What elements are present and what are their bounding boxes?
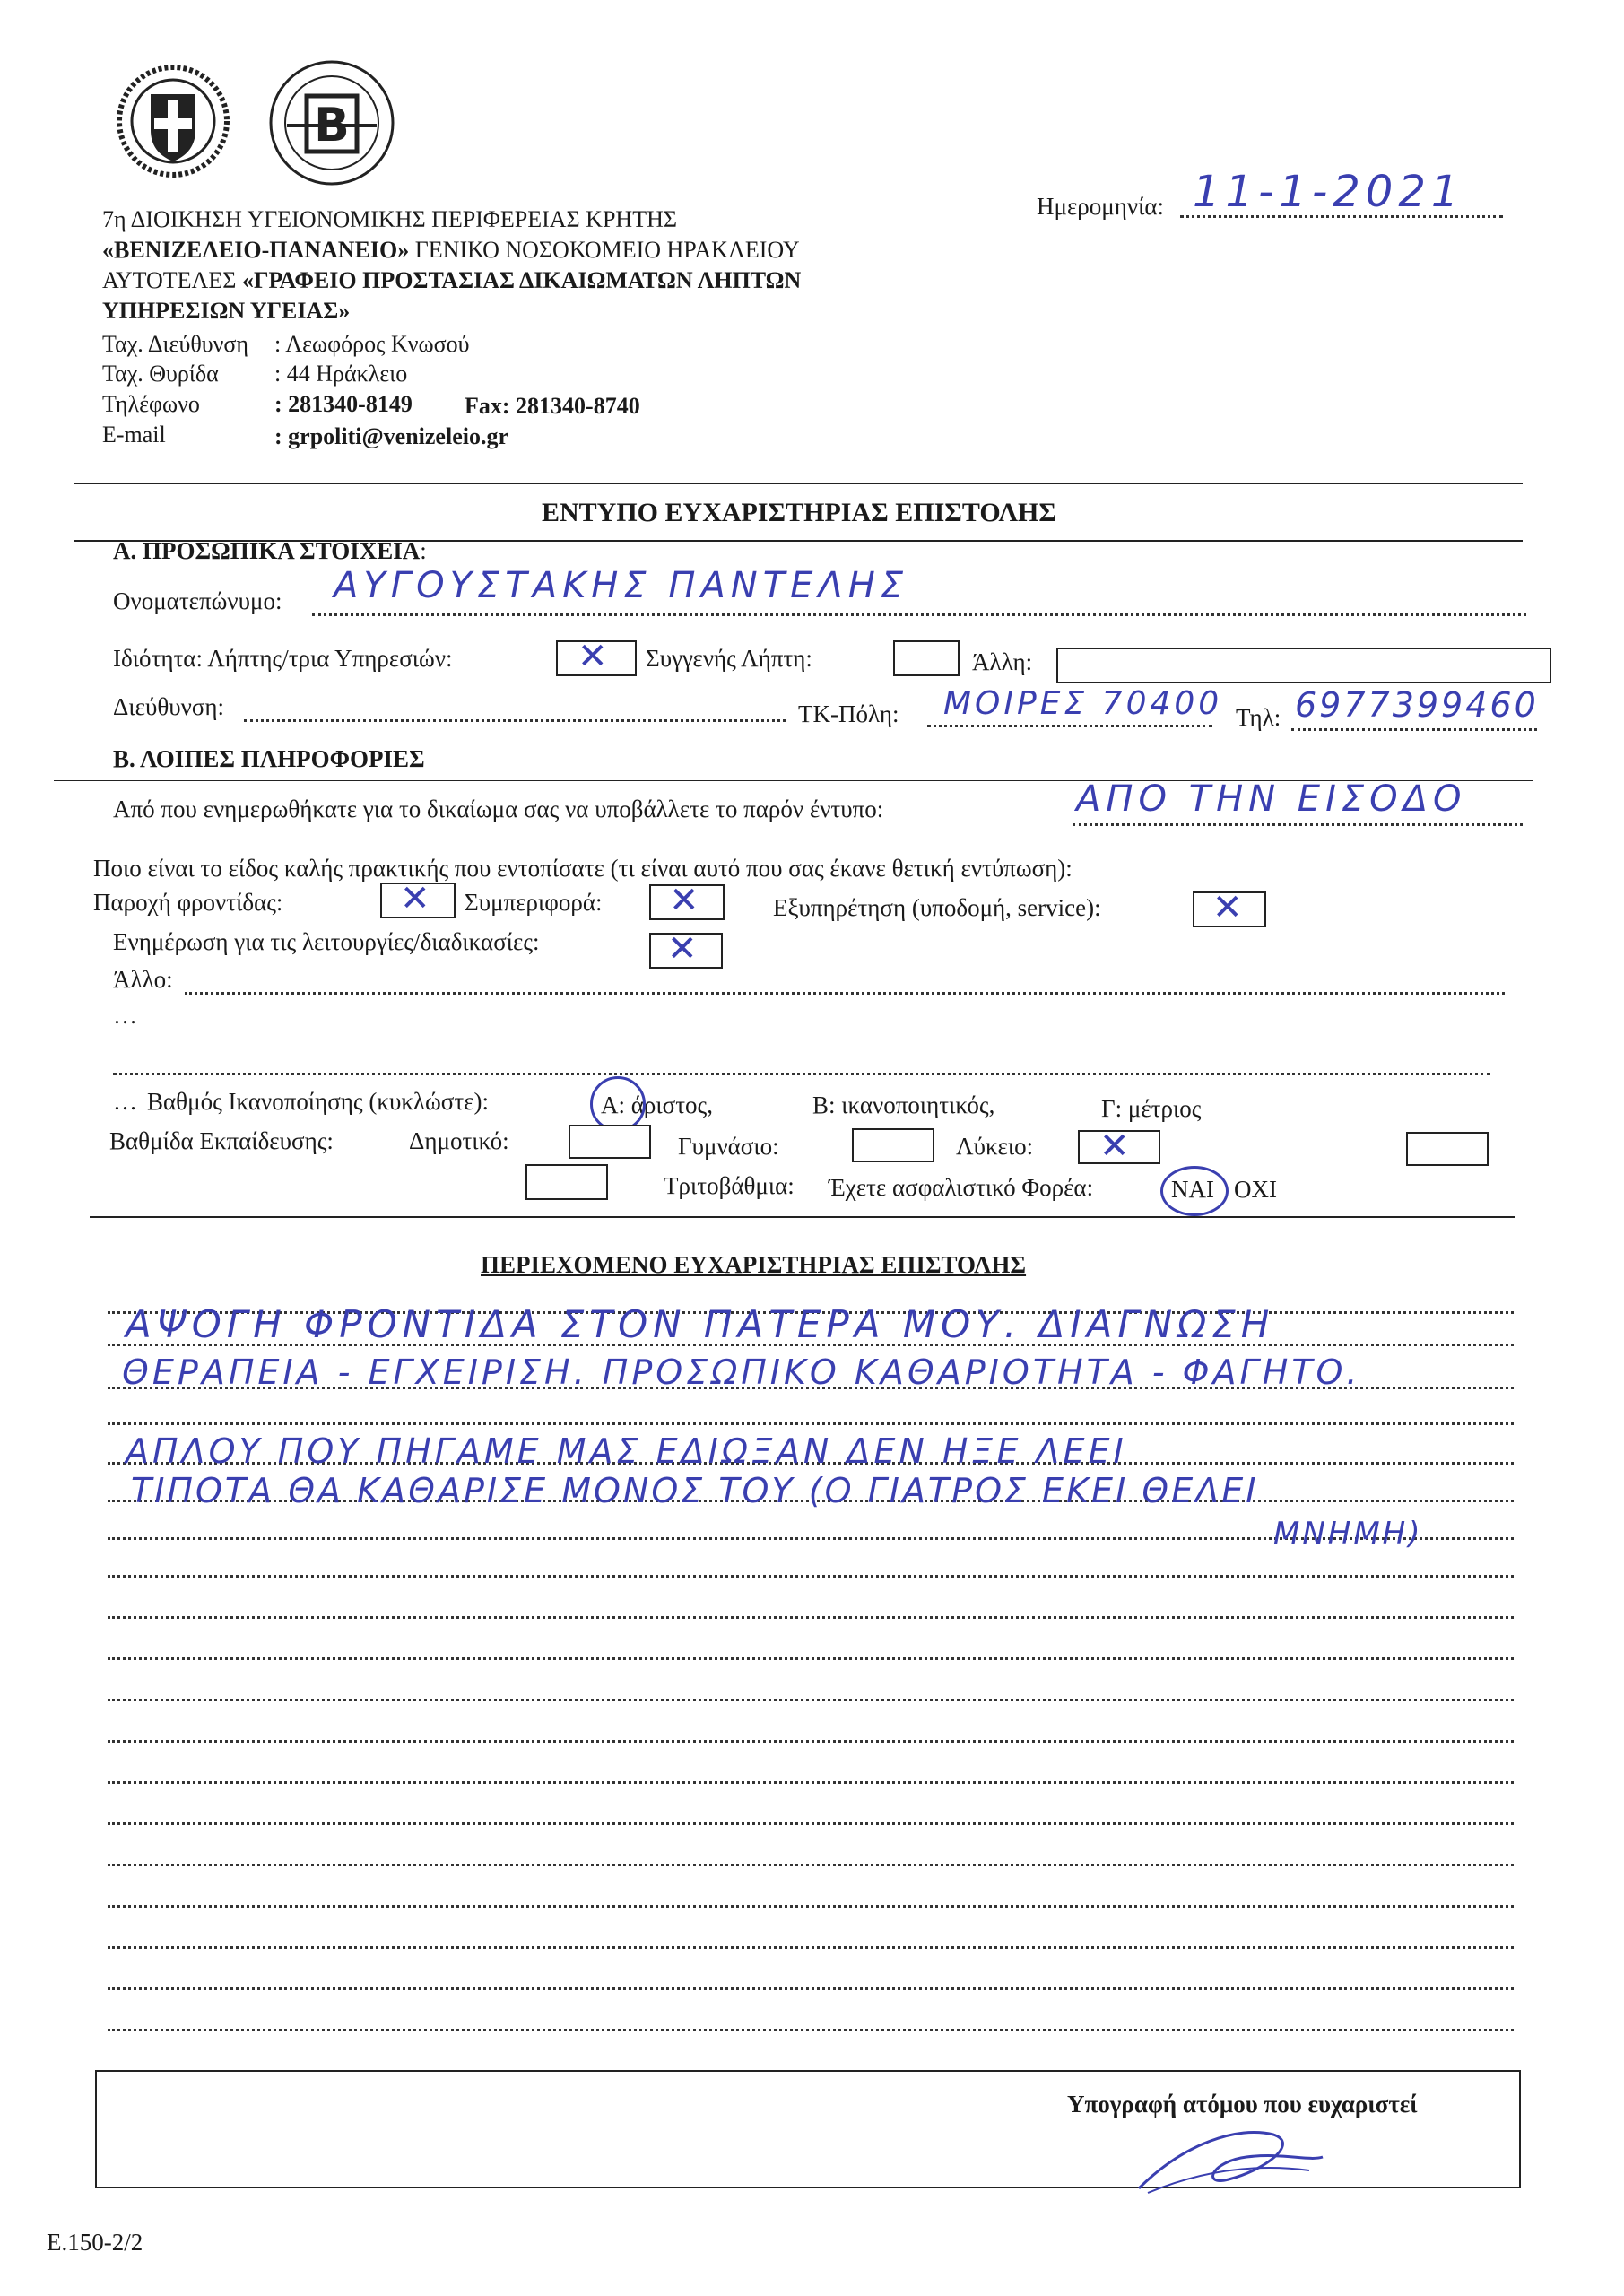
capacity-label: Ιδιότητα: Λήπτης/τρια Υπηρεσιών: <box>113 645 453 672</box>
content-dotted-line <box>108 1864 1514 1866</box>
practice-question: Ποιο είναι το είδος καλής πρακτικής που εντοπίσατε (τι είναι αυτό που σας έκανε θετική εντύπωση): <box>93 855 1073 882</box>
content-dotted-line <box>108 2029 1514 2031</box>
other-label: Άλλη: <box>972 648 1033 675</box>
sat-a-circle-mark <box>590 1076 646 1132</box>
informed-dots <box>1073 823 1523 826</box>
content-dotted-line <box>108 1781 1514 1784</box>
org-line-2 <box>102 235 800 265</box>
content-dotted-line <box>108 1946 1514 1949</box>
phone-value: : 281340-8149 <box>274 391 413 417</box>
hospital-type: ΓΕΝΙΚΟ ΝΟΣΟΚΟΜΕΙΟ ΗΡΑΚΛΕΙΟΥ <box>409 237 800 263</box>
tertiary-label: Τριτοβάθμια: <box>664 1172 795 1199</box>
content-divider <box>90 1216 1515 1218</box>
office-name: «ΓΡΑΦΕΙΟ ΠΡΟΣΤΑΣΙΑΣ ΔΙΚΑΙΩΜΑΤΩΝ ΛΗΠΤΩΝ <box>241 267 802 293</box>
postcode-label: ΤΚ-Πόλη: <box>798 700 899 727</box>
behavior-label: Συμπεριφορά: <box>465 889 603 916</box>
phone-label: Τηλέφωνο <box>102 391 200 417</box>
postcode-value[interactable]: ΜΟΙΡΕΣ 70400 <box>943 685 1223 722</box>
care-label: Παροχή φροντίδας: <box>93 889 283 916</box>
insurance-label: Έχετε ασφαλιστικό Φορέα: <box>829 1174 1094 1201</box>
email-value: : grpoliti@venizeleio.gr <box>274 423 509 449</box>
recipient-check-mark: ✕ <box>578 636 608 677</box>
info-label: Ενημέρωση για τις λειτουργίες/διαδικασίες: <box>113 928 540 955</box>
content-line-2[interactable]: ΘΕΡΑΠΕΙΑ - ΕΓΧΕΙΡΙΣΗ. ΠΡΟΣΩΠΙΚΟ ΚΑΘΑΡΙΟΤΗΤΑ - ΦΑΓΗΤΟ. <box>122 1352 1361 1392</box>
content-dotted-line <box>108 1657 1514 1660</box>
address-field-label: Διεύθυνση: <box>113 693 225 720</box>
service-check-mark: ✕ <box>1212 887 1243 928</box>
primary-label: Δημοτικό: <box>409 1127 509 1154</box>
gymnasium-label: Γυμνάσιο: <box>678 1133 779 1160</box>
date-label: Ημερομηνία: <box>1037 193 1165 220</box>
info-check-mark: ✕ <box>667 928 698 970</box>
informed-value[interactable]: ΑΠΟ ΤΗΝ ΕΙΣΟΔΟ <box>1076 778 1467 820</box>
gymnasium-checkbox[interactable] <box>852 1128 934 1162</box>
signature-mark <box>1130 2108 1327 2206</box>
address-value: : Λεωφόρος Κνωσού <box>274 331 470 357</box>
education-label: Βαθμίδα Εκπαίδευσης: <box>109 1127 334 1154</box>
content-line-5[interactable]: ΤΙΠΟΤΑ ΘΑ ΚΑΘΑΡΙΣΕ ΜΟΝΟΣ ΤΟΥ (Ο ΓΙΑΤΡΟΣ ΕΚΕΙ ΘΕΛΕΙ <box>131 1471 1259 1510</box>
other-info-dots-1 <box>185 992 1505 995</box>
relative-checkbox[interactable] <box>893 640 960 676</box>
sat-option-b[interactable]: Β: ικανοποιητικός, <box>812 1091 995 1118</box>
content-dotted-line <box>108 1616 1514 1619</box>
name-dots <box>312 613 1526 616</box>
behavior-check-mark: ✕ <box>669 880 699 921</box>
tertiary-checkbox[interactable] <box>525 1164 608 1200</box>
name-value[interactable]: ΑΥΓΟΥΣΤΑΚΗΣ ΠΑΝΤΕΛΗΣ <box>334 565 909 606</box>
section-a-colon: : <box>420 537 427 564</box>
name-label: Ονοματεπώνυμο: <box>113 587 282 614</box>
phone-field-label: Τηλ: <box>1236 704 1281 731</box>
other-info-dots-2 <box>113 1073 1490 1075</box>
other-info-label: Άλλο: <box>113 966 173 993</box>
content-dotted-line <box>108 1740 1514 1743</box>
office-prefix: ΑΥΤΟΤΕΛΕΣ <box>102 267 242 293</box>
sat-option-c[interactable]: Γ: μέτριος <box>1101 1095 1202 1122</box>
lyceum-check-mark: ✕ <box>1099 1126 1130 1167</box>
ellipsis-1: … <box>113 1002 137 1029</box>
section-b-title: Β. ΛΟΙΠΕΣ ΠΛΗΡΟΦΟΡΙΕΣ <box>113 745 425 772</box>
informed-label: Από που ενημερωθήκατε για το δικαίωμα σας να υποβάλλετε το παρόν έντυπο: <box>113 796 884 822</box>
insurance-no[interactable]: ΟΧΙ <box>1234 1176 1277 1203</box>
section-a-title <box>113 536 427 565</box>
content-line-1[interactable]: ΑΨΟΓΗ ΦΡΟΝΤΙΔΑ ΣΤΟΝ ΠΑΤΕΡΑ ΜΟΥ. ΔΙΑΓΝΩΣΗ <box>126 1302 1275 1346</box>
hospital-logo <box>260 56 404 190</box>
ellipsis-2: … <box>113 1088 137 1115</box>
org-line-4: ΥΠΗΡΕΣΙΩΝ ΥΓΕΙΑΣ» <box>102 298 351 324</box>
service-label: Εξυπηρέτηση (υποδομή, service): <box>773 894 1101 921</box>
pobox-label: Ταχ. Θυρίδα <box>102 361 219 387</box>
org-line-1: 7η ΔΙΟΙΚΗΣΗ ΥΓΕΙΟΝΟΜΙΚΗΣ ΠΕΡΙΦΕΡΕΙΑΣ ΚΡΗΤΗΣ <box>102 206 677 232</box>
postcode-dots <box>927 725 1212 727</box>
content-dotted-line <box>108 1422 1514 1425</box>
phone-dots <box>1291 728 1537 731</box>
address-label: Ταχ. Διεύθυνση <box>102 331 249 357</box>
content-dotted-line <box>108 1905 1514 1908</box>
content-dotted-line <box>108 1987 1514 1990</box>
fax-text: Fax: 281340-8740 <box>465 393 640 419</box>
content-dotted-line <box>108 1699 1514 1701</box>
content-title: ΠΕΡΙΕΧΟΜΕΝΟ ΕΥΧΑΡΙΣΤΗΡΙΑΣ ΕΠΙΣΤΟΛΗΣ <box>481 1251 1027 1278</box>
org-line-3 <box>102 265 801 296</box>
form-title: ΕΝΤΥΠΟ ΕΥΧΑΡΙΣΤΗΡΙΑΣ ΕΠΙΣΤΟΛΗΣ <box>542 498 1056 527</box>
insurance-yes-circle-mark <box>1160 1166 1229 1216</box>
primary-checkbox[interactable] <box>569 1125 651 1159</box>
signature-label: Υπογραφή ατόμου που ευχαριστεί <box>1067 2091 1418 2118</box>
section-a-title-text: Α. ΠΡΟΣΩΠΙΚΑ ΣΤΟΙΧΕΙΑ <box>113 537 421 564</box>
other-capacity-field[interactable] <box>1056 648 1551 683</box>
insurance-yes[interactable]: ΝΑΙ <box>1171 1176 1214 1203</box>
greek-emblem-logo <box>115 63 231 179</box>
date-value[interactable]: 11-1-2021 <box>1193 167 1464 217</box>
content-dotted-line <box>108 1822 1514 1825</box>
content-line-4[interactable]: ΑΠΛΟΥ ΠΟΥ ΠΗΓΑΜΕ ΜΑΣ ΕΔΙΩΞΑΝ ΔΕΝ ΗΞΕ ΛΕΕΙ <box>126 1431 1127 1471</box>
pobox-value: : 44 Ηράκλειο <box>274 361 408 387</box>
header-divider <box>74 483 1523 484</box>
satisfaction-label: Βαθμός Ικανοποίησης (κυκλώστε): <box>147 1088 490 1115</box>
phone-field-value[interactable]: 6977399460 <box>1295 685 1539 725</box>
footer-code: Ε.150-2/2 <box>47 2229 143 2256</box>
svg-text:B: B <box>314 99 350 152</box>
hospital-name: «ΒΕΝΙΖΕΛΕΙΟ-ΠΑΝΑΝΕΙΟ» <box>102 237 410 263</box>
address-dots <box>244 719 786 722</box>
lyceum-label: Λύκειο: <box>956 1133 1034 1160</box>
care-check-mark: ✕ <box>400 878 430 919</box>
content-dotted-line <box>108 1575 1514 1578</box>
content-line-6[interactable]: ΜΝΗΜΗ) <box>1273 1516 1423 1552</box>
relative-label: Συγγενής Λήπτη: <box>646 645 812 672</box>
extra-education-checkbox[interactable] <box>1406 1132 1489 1166</box>
email-label: E-mail <box>102 422 166 448</box>
sat-option-a[interactable]: Α: άριστος, <box>601 1091 713 1118</box>
